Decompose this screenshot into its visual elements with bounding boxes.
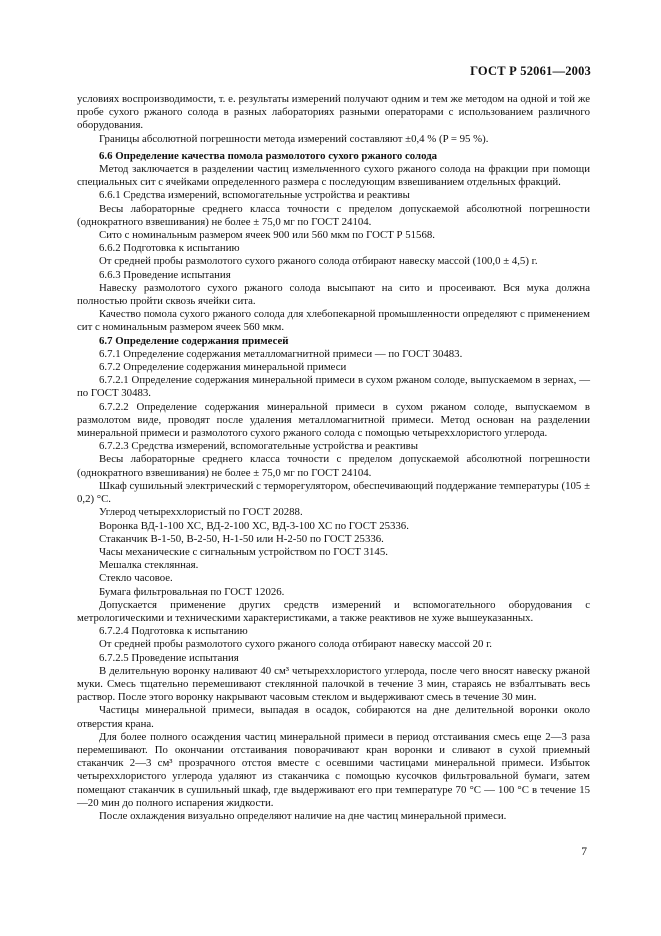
paragraph: Качество помола сухого ржаного солода для хлебопекарной промышленности определяют с применением сит с номинальным размером ячеек 560 мкм.	[77, 308, 590, 334]
paragraph: 6.7.2.4 Подготовка к испытанию	[99, 625, 248, 638]
paragraph: условиях воспроизводимости, т. е. результаты измерений получают одним и тем же методом на одной и той же пробе сухого ржаного солода в разных лабораториях разными операторами с использованием различного оборудования.	[77, 93, 590, 132]
paragraph: Навеску размолотого сухого ржаного солода высыпают на сито и просеивают. Вся мука должна полностью пройти сквозь ячейки сита.	[77, 281, 590, 308]
paragraph: 6.6.3 Проведение испытания	[99, 268, 231, 281]
page-number: 7	[581, 846, 587, 858]
paragraph: Частицы минеральной примеси, выпадая в осадок, собираются на дне делительной воронки около отверстия крана.	[77, 704, 590, 730]
paragraph: 6.7.2 Определение содержания минеральной примеси	[99, 361, 347, 374]
paragraph: От средней пробы размолотого сухого ржаного солода отбирают навеску массой 20 г.	[99, 638, 493, 651]
paragraph: Для более полного осаждения частиц минеральной примеси в период отстаивания смесь еще 2—3 раза перемешивают. По окончании отстаивания поворачивают кран воронки и сливают в сухой приемный стаканчик 2—3 см³ прозрачного отстоя вместе с осевшими частицами минеральной примеси. Избыток четыреххлористого углерода удаляют из стаканчика с помощью кусочков фильтровальной бумаги, затем помещают стаканчик в сушильный шкаф, где выдерживают его при температуре 70 °С — 100 °С в течение 15—20 мин до полного испарения жидкости.	[77, 730, 590, 809]
paragraph: Воронка ВД-1-100 ХС, ВД-2-100 ХС, ВД-3-100 ХС по ГОСТ 25336.	[99, 519, 409, 532]
paragraph: Допускается применение других средств измерений и вспомогательного оборудования с метрологическими и техническими характеристиками, а также реактивов не хуже вышеуказанных.	[77, 598, 590, 624]
paragraph: 6.6.2 Подготовка к испытанию	[99, 242, 240, 255]
paragraph: Углерод четыреххлористый по ГОСТ 20288.	[99, 506, 303, 519]
paragraph: Весы лабораторные среднего класса точности с пределом допускаемой абсолютной погрешности (однократного взвешивания) не более ± 75,0 мг по ГОСТ 24104.	[77, 202, 590, 228]
standard-header: ГОСТ Р 52061—2003	[470, 64, 591, 78]
paragraph: Границы абсолютной погрешности метода измерений составляют ±0,4 % (P = 95 %).	[99, 132, 489, 145]
paragraph: Стекло часовое.	[99, 572, 173, 585]
paragraph: Шкаф сушильный электрический с терморегулятором, обеспечивающий поддержание температуры (105 ± 0,2) °С.	[77, 479, 590, 506]
paragraph: 6.7.2.2 Определение содержания минеральной примеси в сухом ржаном солоде, выпускаемом в размолотом виде, проводят после удаления металломагнитной примеси. Метод основан на разделении минеральной примеси и размолотого сухого ржаного солода с помощью четыреххлористого углерода.	[77, 400, 590, 440]
paragraph: В делительную воронку наливают 40 см³ четыреххлористого углерода, после чего вносят навеску ржаной муки. Смесь тщательно перемешивают стеклянной палочкой в течение 3 мин, стараясь не взбалтывать весь раствор. После этого воронку накрывают часовым стеклом и выдерживают смесь в течение 30 мин.	[77, 664, 590, 704]
section-heading: 6.7 Определение содержания примесей	[99, 334, 289, 347]
paragraph: Весы лабораторные среднего класса точности с пределом допускаемой абсолютной погрешности (однократного взвешивания) не более ± 75,0 мг по ГОСТ 24104.	[77, 453, 590, 479]
paragraph: Бумага фильтровальная по ГОСТ 12026.	[99, 585, 285, 598]
paragraph: Метод заключается в разделении частиц измельченного сухого ржаного солода на фракции при помощи специальных сит с ячейками определенного размера с последующим взвешиванием отдельных фракций.	[77, 163, 590, 189]
section-heading: 6.6 Определение качества помола размолотого сухого ржаного солода	[99, 149, 438, 162]
paragraph: Стаканчик В-1-50, В-2-50, Н-1-50 или Н-2-50 по ГОСТ 25336.	[99, 532, 384, 545]
paragraph: После охлаждения визуально определяют наличие на дне частиц минеральной примеси.	[99, 809, 507, 822]
paragraph: Сито с номинальным размером ячеек 900 или 560 мкм по ГОСТ Р 51568.	[99, 229, 435, 242]
paragraph: Мешалка стеклянная.	[99, 559, 199, 572]
paragraph: 6.6.1 Средства измерений, вспомогательные устройства и реактивы	[99, 189, 410, 202]
paragraph: 6.7.2.3 Средства измерений, вспомогательные устройства и реактивы	[99, 440, 418, 453]
paragraph: От средней пробы размолотого сухого ржаного солода отбирают навеску массой (100,0 ± 4,5) г.	[99, 255, 538, 268]
paragraph: 6.7.1 Определение содержания металломагнитной примеси — по ГОСТ 30483.	[99, 347, 463, 360]
paragraph: 6.7.2.1 Определение содержания минеральной примеси в сухом ржаном солоде, выпускаемом в зернах, — по ГОСТ 30483.	[77, 374, 590, 400]
paragraph: 6.7.2.5 Проведение испытания	[99, 651, 239, 664]
paragraph: Часы механические с сигнальным устройством по ГОСТ 3145.	[99, 545, 388, 558]
document-body	[77, 93, 590, 823]
